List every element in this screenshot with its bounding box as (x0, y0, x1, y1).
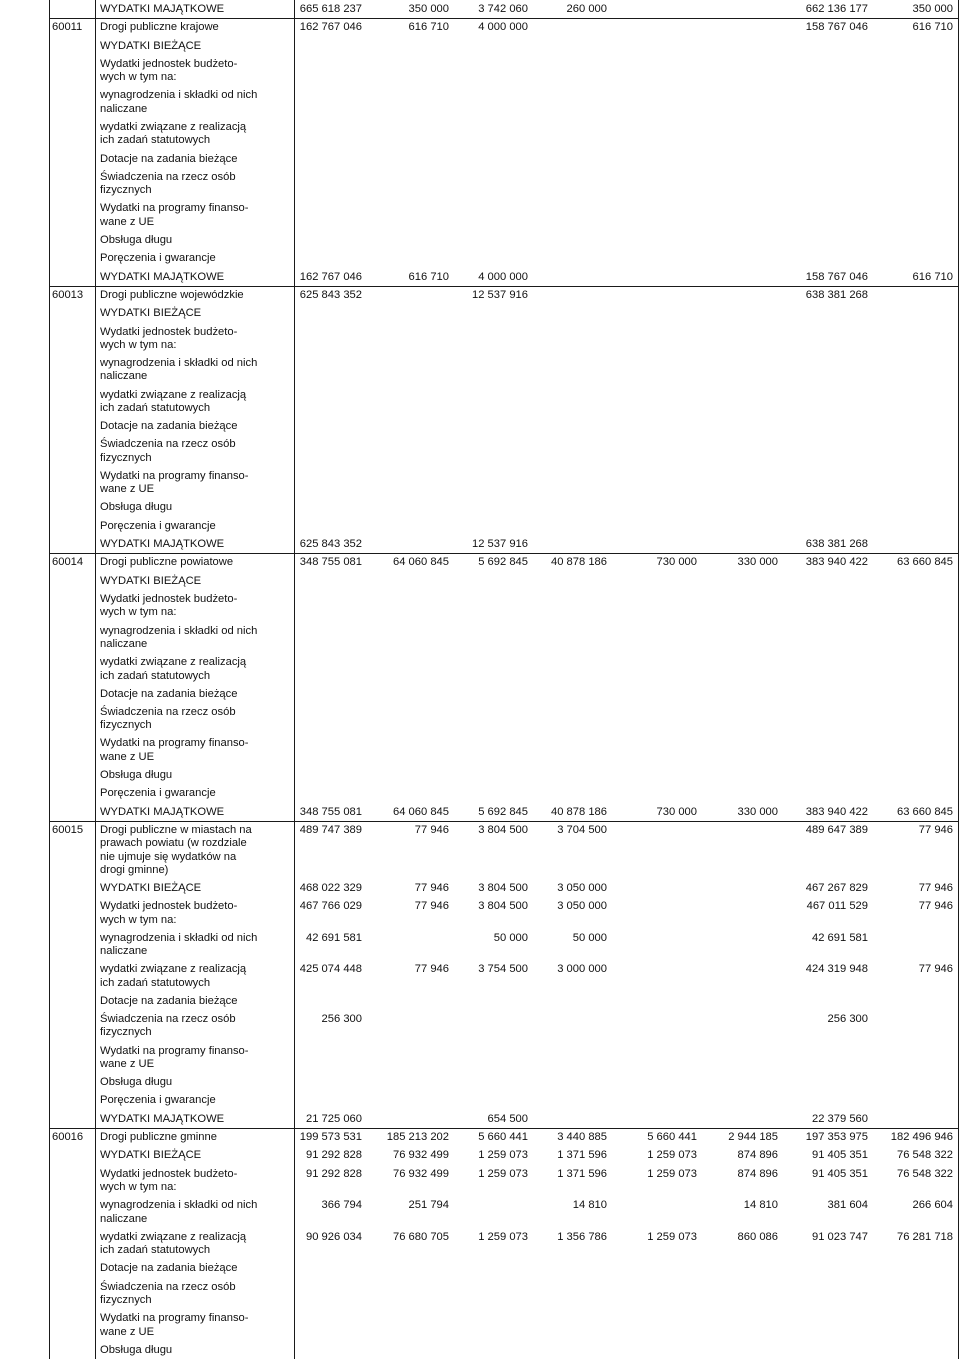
value-cell: 1 259 073 (647, 1167, 697, 1180)
value-cell: 158 767 046 (805, 21, 868, 34)
value-cell: 1 259 073 (478, 1167, 528, 1180)
section-rule (49, 821, 958, 822)
value-cell: 77 946 (918, 963, 953, 976)
value-cell: 330 000 (737, 805, 778, 818)
row-label: WYDATKI MAJĄTKOWE (100, 805, 225, 818)
value-cell: 12 537 916 (472, 538, 528, 551)
row-label: wydatki związane z realizacją ich zadań statutowych (100, 388, 247, 414)
section-code: 60016 (52, 1131, 84, 1144)
value-cell: 662 136 177 (805, 3, 868, 15)
value-cell: 90 926 034 (306, 1230, 362, 1243)
value-cell: 638 381 268 (805, 288, 868, 301)
value-cell: 260 000 (566, 3, 607, 15)
value-cell: 1 371 596 (557, 1167, 607, 1180)
value-cell: 467 267 829 (805, 881, 868, 894)
value-cell: 467 766 029 (299, 900, 362, 913)
value-cell: 874 896 (737, 1149, 778, 1162)
row-label: Świadczenia na rzecz osób fizycznych (100, 438, 236, 464)
value-cell: 76 932 499 (393, 1167, 449, 1180)
value-cell: 21 725 060 (306, 1112, 362, 1125)
value-cell: 197 353 975 (805, 1131, 868, 1144)
value-cell: 76 281 718 (897, 1230, 953, 1243)
row-label: Wydatki na programy finanso- wane z UE (100, 469, 249, 496)
value-cell: 3 050 000 (557, 900, 607, 913)
row-label: Drogi publiczne w miastach na prawach powiatu (w rozdziale nie ujmuje się wydatków na drogi gminne) (100, 823, 252, 877)
value-cell: 77 946 (414, 900, 449, 913)
value-cell: 616 710 (912, 21, 953, 34)
row-label: Dotacje na zadania bieżące (100, 994, 238, 1007)
value-cell: 489 747 389 (299, 823, 362, 836)
row-label: WYDATKI BIEŻĄCE (100, 307, 202, 320)
value-cell: 330 000 (737, 556, 778, 569)
value-cell: 3 742 060 (478, 3, 528, 15)
value-cell: 638 381 268 (805, 538, 868, 551)
column-rule (958, 0, 959, 1359)
row-label: wynagrodzenia i składki od nich naliczane (100, 89, 258, 115)
value-cell: 40 878 186 (551, 805, 607, 818)
section-rule (49, 553, 958, 554)
row-label: Wydatki jednostek budżeto- wych w tym na: (100, 1167, 238, 1194)
value-cell: 77 946 (414, 823, 449, 836)
value-cell: 625 843 352 (299, 288, 362, 301)
value-cell: 76 548 322 (897, 1167, 953, 1180)
value-cell: 425 074 448 (299, 963, 362, 976)
row-label: Obsługa długu (100, 233, 173, 246)
value-cell: 3 804 500 (478, 823, 528, 836)
row-label: Dotacje na zadania bieżące (100, 687, 238, 700)
value-cell: 14 810 (572, 1199, 607, 1212)
section-rule (49, 1128, 958, 1129)
row-label: Dotacje na zadania bieżące (100, 152, 238, 165)
value-cell: 1 259 073 (647, 1230, 697, 1243)
value-cell: 76 680 705 (393, 1230, 449, 1243)
value-cell: 665 618 237 (299, 3, 362, 15)
value-cell: 63 660 845 (897, 556, 953, 569)
row-label: Obsługa długu (100, 501, 173, 514)
value-cell: 76 932 499 (393, 1149, 449, 1162)
row-label: Poręczenia i gwarancje (100, 1094, 216, 1107)
value-cell: 3 804 500 (478, 881, 528, 894)
row-label: Wydatki jednostek budżeto- wych w tym na: (100, 593, 238, 619)
column-rule (95, 0, 96, 1359)
value-cell: 3 804 500 (478, 900, 528, 913)
value-cell: 77 946 (918, 823, 953, 836)
value-cell: 348 755 081 (299, 556, 362, 569)
row-label: Świadczenia na rzecz osób fizycznych (100, 170, 236, 197)
value-cell: 489 647 389 (805, 823, 868, 836)
value-cell: 42 691 581 (812, 931, 868, 944)
value-cell: 199 573 531 (299, 1131, 362, 1144)
value-cell: 266 604 (912, 1199, 953, 1212)
value-cell: 77 946 (414, 881, 449, 894)
value-cell: 162 767 046 (299, 270, 362, 283)
row-label: Świadczenia na rzecz osób fizycznych (100, 1280, 236, 1307)
value-cell: 3 440 885 (557, 1131, 607, 1144)
value-cell: 77 946 (918, 900, 953, 913)
row-label: wynagrodzenia i składki od nich naliczane (100, 1199, 258, 1225)
value-cell: 1 259 073 (478, 1149, 528, 1162)
value-cell: 76 548 322 (897, 1149, 953, 1162)
row-label: Obsługa długu (100, 768, 173, 781)
value-cell: 874 896 (737, 1167, 778, 1180)
row-label: Świadczenia na rzecz osób fizycznych (100, 1013, 236, 1039)
value-cell: 5 660 441 (478, 1131, 528, 1144)
value-cell: 348 755 081 (299, 805, 362, 818)
value-cell: 366 794 (321, 1199, 362, 1212)
value-cell: 383 940 422 (805, 556, 868, 569)
value-cell: 3 000 000 (557, 963, 607, 976)
section-rule (49, 286, 958, 287)
row-label: Wydatki na programy finanso- wane z UE (100, 1312, 249, 1338)
value-cell: 64 060 845 (393, 805, 449, 818)
value-cell: 654 500 (487, 1112, 528, 1125)
value-cell: 625 843 352 (299, 538, 362, 551)
value-cell: 1 371 596 (557, 1149, 607, 1162)
row-label: wydatki związane z realizacją ich zadań statutowych (100, 121, 247, 147)
section-rule (49, 18, 958, 19)
value-cell: 616 710 (408, 270, 449, 283)
row-label: Świadczenia na rzecz osób fizycznych (100, 705, 236, 732)
value-cell: 730 000 (656, 805, 697, 818)
value-cell: 5 692 845 (478, 805, 528, 818)
value-cell: 2 944 185 (728, 1131, 778, 1144)
row-label: WYDATKI MAJĄTKOWE (100, 538, 225, 551)
row-label: Wydatki jednostek budżeto- wych w tym na: (100, 900, 238, 926)
section-code: 60015 (52, 823, 84, 836)
value-cell: 383 940 422 (805, 805, 868, 818)
value-cell: 158 767 046 (805, 270, 868, 283)
section-code: 60014 (52, 556, 84, 569)
value-cell: 730 000 (656, 556, 697, 569)
value-cell: 50 000 (572, 931, 607, 944)
row-label: WYDATKI BIEŻĄCE (100, 39, 202, 52)
value-cell: 256 300 (321, 1013, 362, 1026)
value-cell: 182 496 946 (890, 1131, 953, 1144)
row-label: Wydatki jednostek budżeto- wych w tym na: (100, 325, 238, 351)
value-cell: 860 086 (737, 1230, 778, 1243)
value-cell: 251 794 (408, 1199, 449, 1212)
row-label: Wydatki na programy finanso- wane z UE (100, 1044, 249, 1071)
value-cell: 1 356 786 (557, 1230, 607, 1243)
value-cell: 256 300 (827, 1013, 868, 1026)
value-cell: 424 319 948 (805, 963, 868, 976)
row-label: Wydatki na programy finanso- wane z UE (100, 202, 249, 228)
value-cell: 1 259 073 (478, 1230, 528, 1243)
value-cell: 12 537 916 (472, 288, 528, 301)
row-label: Wydatki jednostek budżeto- wych w tym na: (100, 57, 238, 84)
row-label: Drogi publiczne gminne (100, 1131, 217, 1144)
value-cell: 3 754 500 (478, 963, 528, 976)
row-label: Drogi publiczne powiatowe (100, 556, 234, 569)
value-cell: 91 292 828 (306, 1167, 362, 1180)
section-code: 60011 (52, 21, 83, 34)
value-cell: 64 060 845 (393, 556, 449, 569)
value-cell: 40 878 186 (551, 556, 607, 569)
value-cell: 4 000 000 (478, 270, 528, 283)
row-label: Dotacje na zadania bieżące (100, 420, 238, 433)
value-cell: 63 660 845 (897, 805, 953, 818)
value-cell: 3 704 500 (557, 823, 607, 836)
value-cell: 5 692 845 (478, 556, 528, 569)
value-cell: 616 710 (912, 270, 953, 283)
value-cell: 77 946 (414, 963, 449, 976)
row-label: WYDATKI MAJĄTKOWE (100, 270, 225, 283)
row-label: WYDATKI BIEŻĄCE (100, 1149, 202, 1162)
value-cell: 77 946 (918, 881, 953, 894)
value-cell: 4 000 000 (478, 21, 528, 34)
row-label: wynagrodzenia i składki od nich naliczane (100, 624, 258, 650)
row-label: Dotacje na zadania bieżące (100, 1262, 238, 1275)
value-cell: 1 259 073 (647, 1149, 697, 1162)
value-cell: 350 000 (912, 3, 953, 15)
row-label: WYDATKI BIEŻĄCE (100, 574, 202, 587)
value-cell: 381 604 (827, 1199, 868, 1212)
value-cell: 5 660 441 (647, 1131, 697, 1144)
row-label: Obsługa długu (100, 1076, 173, 1089)
row-label: WYDATKI MAJĄTKOWE (100, 3, 225, 15)
row-label: Drogi publiczne krajowe (100, 21, 219, 34)
row-label: WYDATKI BIEŻĄCE (100, 881, 202, 894)
value-cell: 467 011 529 (806, 900, 868, 913)
value-cell: 468 022 329 (299, 881, 362, 894)
value-cell: 616 710 (408, 21, 449, 34)
value-cell: 22 379 560 (812, 1112, 868, 1125)
row-label: wynagrodzenia i składki od nich naliczane (100, 357, 258, 383)
row-label: Poręczenia i gwarancje (100, 519, 216, 532)
row-label: Drogi publiczne wojewódzkie (100, 288, 244, 301)
value-cell: 50 000 (493, 931, 528, 944)
value-cell: 14 810 (743, 1199, 778, 1212)
value-cell: 42 691 581 (306, 931, 362, 944)
column-rule (49, 0, 50, 1359)
row-label: Obsługa długu (100, 1343, 173, 1356)
value-cell: 3 050 000 (557, 881, 607, 894)
row-label: wydatki związane z realizacją ich zadań statutowych (100, 656, 247, 682)
value-cell: 91 405 351 (812, 1149, 868, 1162)
value-cell: 162 767 046 (299, 21, 362, 34)
row-label: Poręczenia i gwarancje (100, 252, 216, 265)
value-cell: 91 292 828 (306, 1149, 362, 1162)
row-label: wynagrodzenia i składki od nich naliczane (100, 931, 258, 958)
value-cell: 91 405 351 (812, 1167, 868, 1180)
section-code: 60013 (52, 288, 84, 301)
row-label: Wydatki na programy finanso- wane z UE (100, 737, 249, 763)
row-label: Poręczenia i gwarancje (100, 787, 216, 800)
row-label: wydatki związane z realizacją ich zadań statutowych (100, 1230, 247, 1257)
row-label: WYDATKI MAJĄTKOWE (100, 1112, 225, 1125)
value-cell: 91 023 747 (812, 1230, 868, 1243)
value-cell: 185 213 202 (386, 1131, 449, 1144)
value-cell: 350 000 (408, 3, 449, 15)
row-label: wydatki związane z realizacją ich zadań statutowych (100, 963, 247, 989)
